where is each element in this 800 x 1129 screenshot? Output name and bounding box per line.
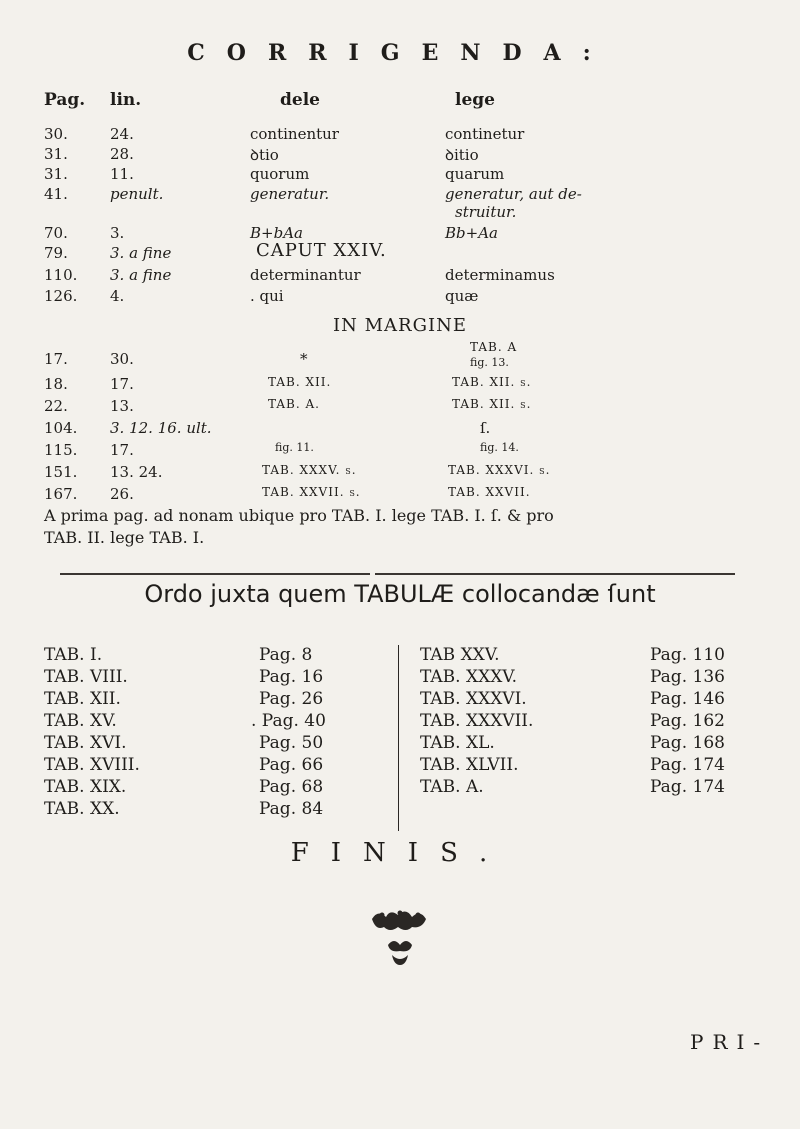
caput-heading: CAPUT XXIV. [256,240,387,261]
header-lege: lege [455,90,495,110]
errata-row [0,203,800,223]
margin-pag: 151. [44,463,78,481]
margin-row [0,419,800,439]
errata-dele: generatur. [250,185,330,203]
index-tab: TAB. VIII. [44,667,128,687]
index-row [420,689,780,711]
margin-lege-fig: fig. 13. [470,356,509,369]
index-row [44,667,344,689]
margin-pag: 167. [44,485,78,503]
index-tab: TAB. XLVII. [420,755,519,775]
errata-lege: Bb+Aa [445,224,498,242]
index-tab: TAB. XIX. [44,777,127,797]
errata-pag: 126. [44,287,78,305]
finis-heading: FINIS. [290,838,510,868]
page-title: CORRIGENDA: [187,40,613,66]
index-pag: Pag. 174 [650,777,725,797]
errata-lin: 3. a fine [110,244,172,262]
index-pag: Pag. 174 [650,755,725,775]
index-tab: TAB. A. [420,777,484,797]
index-pag: Pag. 110 [650,645,725,665]
index-row [44,645,344,667]
margin-dele: TAB. XXVII. ſ. [262,485,361,499]
errata-row [0,165,800,185]
index-pag: Pag. 136 [650,667,725,687]
index-tab: TAB. XVI. [44,733,127,753]
errata-dele: B+bAa [250,224,303,242]
errata-dele: determinantur [250,266,361,284]
margin-pag: 18. [44,375,68,393]
index-tab: TAB. XXXVII. [420,711,534,731]
margin-lege: TAB. XXXVI. ſ. [448,463,551,477]
index-pag: Pag. 68 [259,777,324,797]
plates-index-left [44,645,344,821]
margin-row [0,463,800,483]
margin-lin: 30. [110,350,134,368]
index-row [44,777,344,799]
margin-lin: 13. 24. [110,463,163,481]
index-pag: Pag. 16 [259,667,324,687]
margin-lege: TAB. A [470,340,518,354]
index-row [420,777,780,799]
index-tab: TAB. XX. [44,799,120,819]
index-row [420,711,780,733]
errata-lege: quarum [445,165,505,183]
index-tab: TAB XXV. [420,645,500,665]
index-pag: Pag. 8 [259,645,313,665]
index-row [420,667,780,689]
errata-row [0,145,800,165]
plates-index-right [420,645,780,799]
index-divider [398,645,399,831]
margin-lin: 3. 12. 16. ult. [110,419,212,437]
index-pag: Pag. 66 [259,755,324,775]
errata-dele: ꝺtio [250,146,279,164]
margin-section-title: IN MARGINE [333,315,467,336]
index-pag: Pag. 26 [259,689,324,709]
errata-dele: quorum [250,165,310,183]
index-row [420,755,780,777]
errata-pag: 79. [44,244,68,262]
errata-row [0,287,800,307]
divider-rule [375,573,735,575]
errata-pag: 110. [44,266,78,284]
errata-note-line: A prima pag. ad nonam ubique pro TAB. I. lege TAB. I. ſ. & pro [44,506,554,525]
margin-dele: TAB. XXXV. ſ. [262,463,357,477]
ordo-heading: Ordo juxta quem TABULÆ collocandæ ſunt [144,580,656,608]
margin-dele: TAB. A. [268,397,320,411]
errata-lege: continetur [445,125,525,143]
errata-row [0,185,800,205]
errata-note-line: TAB. II. lege TAB. I. [44,528,205,547]
errata-lege: quæ [445,287,479,305]
errata-dele: continentur [250,125,339,143]
errata-lege: ꝺitio [445,146,479,164]
margin-dele: * [300,350,308,368]
index-pag: Pag. 50 [259,733,324,753]
margin-dele: TAB. XII. [268,375,332,389]
margin-lege: TAB. XII. ſ. [452,375,532,389]
index-pag: . Pag. 40 [251,711,326,731]
margin-pag: 115. [44,441,78,459]
header-lin: lin. [110,90,142,110]
errata-pag: 30. [44,125,68,143]
errata-lege: generatur, aut de- [445,185,582,203]
margin-dele: fig. 11. [275,441,314,454]
index-pag: Pag. 84 [259,799,324,819]
margin-row [0,441,800,461]
index-row [44,711,344,733]
index-row [44,755,344,777]
index-pag: Pag. 162 [650,711,725,731]
index-tab: TAB. XL. [420,733,495,753]
errata-pag: 31. [44,145,68,163]
index-row [420,645,780,667]
index-row [44,733,344,755]
margin-lin: 17. [110,375,134,393]
catchword: PRI- [690,1030,770,1054]
margin-pag: 17. [44,350,68,368]
index-tab: TAB. XXXVI. [420,689,527,709]
errata-pag: 31. [44,165,68,183]
errata-lege: struitur. [455,203,517,221]
margin-row [0,340,800,370]
header-dele: dele [280,90,320,110]
index-tab: TAB. XVIII. [44,755,140,775]
margin-lege: ſ. [480,419,491,437]
errata-lege: determinamus [445,266,555,284]
errata-row [0,244,800,264]
margin-lege: fig. 14. [480,441,519,454]
printers-ornament-icon [360,905,440,975]
index-tab: TAB. XXXV. [420,667,518,687]
margin-pag: 22. [44,397,68,415]
errata-lin: 4. [110,287,125,305]
margin-row [0,485,800,505]
index-tab: TAB. I. [44,645,103,665]
index-pag: Pag. 168 [650,733,725,753]
errata-pag: 41. [44,185,68,203]
errata-lin: 3. a fine [110,266,172,284]
errata-lin: 11. [110,165,134,183]
errata-row [0,125,800,145]
margin-lin: 17. [110,441,134,459]
margin-row [0,397,800,417]
errata-lin: penult. [110,185,164,203]
index-row [44,799,344,821]
header-pag: Pag. [44,90,86,110]
errata-lin: 3. [110,224,125,242]
margin-lege: TAB. XII. ſ. [452,397,532,411]
margin-lege: TAB. XXVII. [448,485,531,499]
index-tab: TAB. XV. [44,711,117,731]
index-row [44,689,344,711]
errata-lin: 28. [110,145,134,163]
divider-rule [60,573,370,575]
index-row [420,733,780,755]
errata-lin: 24. [110,125,134,143]
errata-row [0,224,800,244]
margin-pag: 104. [44,419,78,437]
errata-row [0,266,800,286]
margin-lin: 26. [110,485,134,503]
margin-row [0,375,800,395]
margin-lin: 13. [110,397,134,415]
index-tab: TAB. XII. [44,689,121,709]
index-pag: Pag. 146 [650,689,725,709]
errata-pag: 70. [44,224,68,242]
errata-dele: . qui [250,287,284,305]
